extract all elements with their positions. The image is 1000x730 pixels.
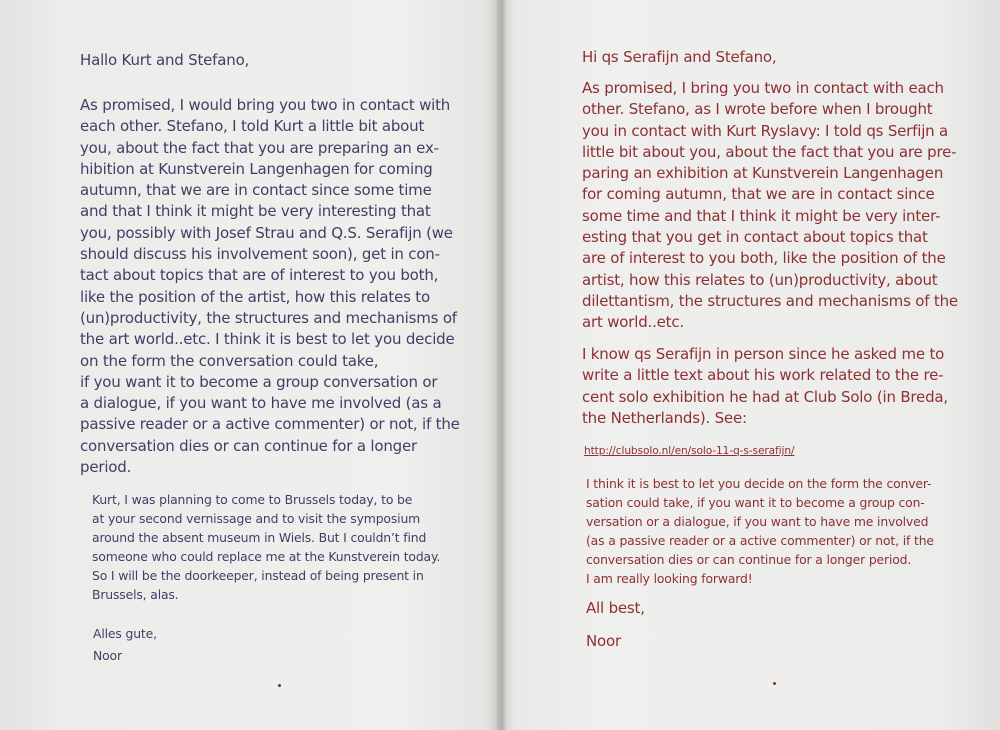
clubsolo-link[interactable]: http://clubsolo.nl/en/solo-11-q-s-serafijn/ [584, 445, 795, 457]
right-body: As promised, I bring you two in contact with each other. Stefano, as I wrote before when I brought you in contact with Kurt Ryslavy: I told qs Serfijn a little bit about you, about the fact that you are pre- paring an exhibition at Kunstverein Langenhagen for coming autumn, that we are in contact since some time and that I think it might be very inter- esting that you get in contact about topics that are of interest to you both, like the position of the artist, how this relates to (un)productivity, about dilettantism, the structures and mechanisms of the art world..etc. [582, 79, 958, 332]
right-page-dot [773, 682, 776, 685]
left-closing: Alles gute, [93, 626, 157, 641]
right-body-2: I know qs Serafijn in person since he asked me to write a little text about his work related to the re- cent solo exhibition he had at Club Solo (in Breda, the Netherlands). See: [582, 345, 948, 427]
left-body: As promised, I would bring you two in contact with each other. Stefano, I told Kurt a little bit about you, about the fact that you are preparing an ex- hibition at Kunstverein Langenhagen for coming autumn, that we are in contact since some time and that I think it might be very interesting that you, possibly with Josef Strau and Q.S. Serafijn (we should discuss his involvement soon), get in con- tact about topics that are of interest to you both, like the position of the artist, how this relates to (un)productivity, the structures and mechanisms of the art world..etc. I think it is best to let you decide on the form the conversation could take, if you want it to become a group conversation or a dialogue, if you want to have me involved (as a passive reader or a active commenter) or not, if the conversation dies or can continue for a longer period. [80, 96, 460, 477]
right-page [500, 0, 1000, 730]
left-signature: Noor [93, 648, 122, 663]
left-page-dot [278, 684, 281, 687]
right-body-3: I think it is best to let you decide on the form the conver- sation could take, if you want it to become a group con- versation or a dialogue, if you want to have me involved (as a passive reader or a active commenter) or not, if the conversation dies or can continue for a longer period. I am really looking forward! [586, 476, 934, 586]
right-signature: Noor [586, 632, 621, 650]
right-closing: All best, [586, 599, 645, 617]
left-greeting: Hallo Kurt and Stefano, [80, 51, 250, 69]
right-greeting: Hi qs Serafijn and Stefano, [582, 48, 777, 66]
left-note: Kurt, I was planning to come to Brussels today, to be at your second vernissage and to visit the symposium around the absent museum in Wiels. But I couldn’t find someone who could replace me at the Kunstverein today. So I will be the doorkeeper, instead of being present in Brussels, alas. [92, 492, 441, 602]
book-gutter [495, 0, 507, 730]
